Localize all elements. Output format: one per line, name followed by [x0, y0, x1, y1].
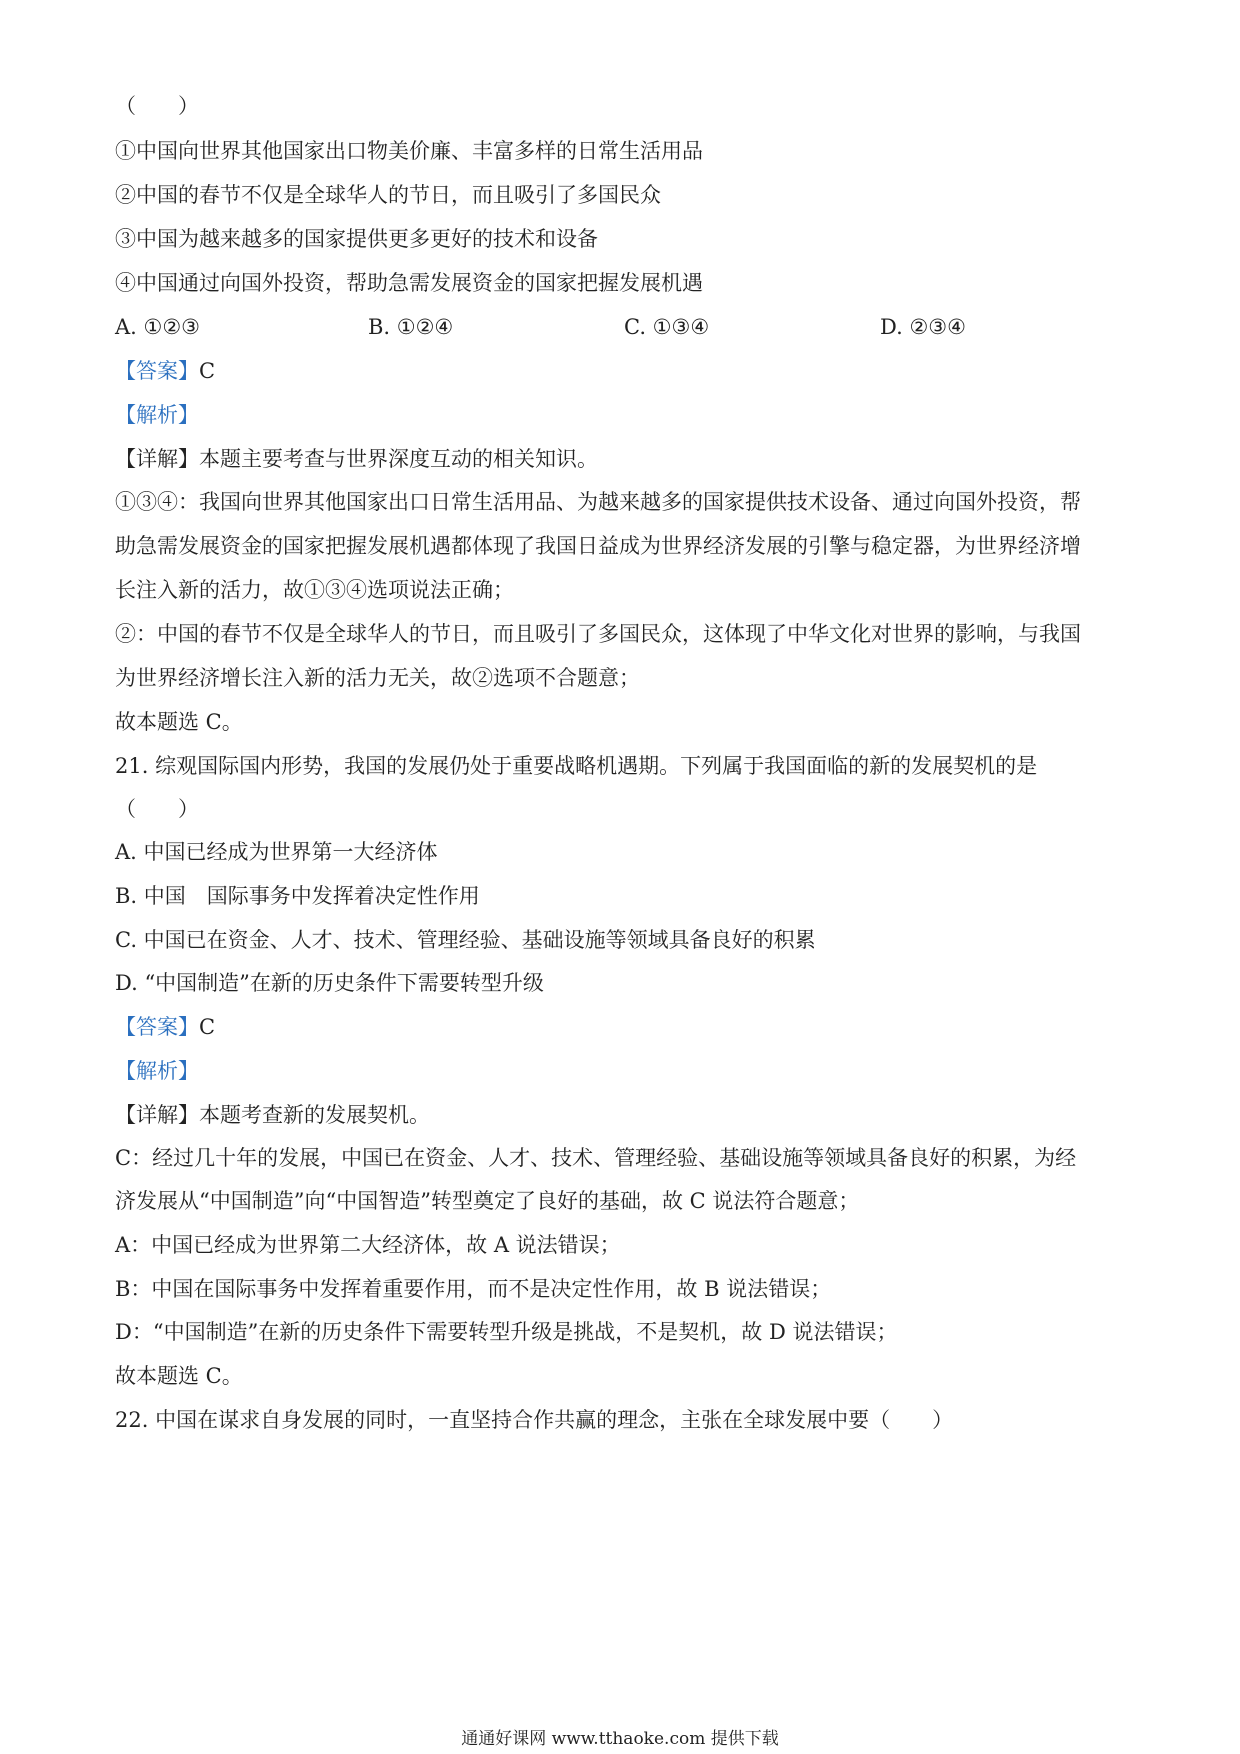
q21-conclusion: 故本题选 C。	[115, 1364, 243, 1388]
q20-option-d: D. ②③④	[880, 315, 966, 339]
q21-bracket: （ ）	[115, 797, 199, 821]
answer-tag: 【答案】	[115, 359, 199, 383]
q20-analysis-line-4: ②：中国的春节不仅是全球华人的节日，而且吸引了多国民众，这体现了中华文化对世界的影响，与我国	[115, 622, 1081, 646]
q21-analysis-tag: 【解析】	[115, 1059, 199, 1083]
q20-item-3: ③中国为越来越多的国家提供更多更好的技术和设备	[115, 227, 598, 251]
q20-option-b: B. ①②④	[368, 315, 454, 339]
q21-answer	[115, 1013, 215, 1041]
q20-conclusion: 故本题选 C。	[115, 710, 243, 734]
q20-item-2: ②中国的春节不仅是全球华人的节日，而且吸引了多国民众	[115, 183, 661, 207]
answer-value: C	[199, 359, 216, 383]
q20-item-1: ①中国向世界其他国家出口物美价廉、丰富多样的日常生活用品	[115, 139, 703, 163]
answer-value: C	[199, 1015, 216, 1039]
q21-option-b: B. 中国 国际事务中发挥着决定性作用	[115, 884, 480, 908]
q22-stem: 22. 中国在谋求自身发展的同时，一直坚持合作共赢的理念，主张在全球发展中要（ ）	[115, 1408, 954, 1432]
q21-analysis-line-4: B：中国在国际事务中发挥着重要作用，而不是决定性作用，故 B 说法错误；	[115, 1277, 832, 1301]
q20-analysis-line-3: 长注入新的活力，故①③④选项说法正确；	[115, 578, 514, 602]
q21-option-c: C. 中国已在资金、人才、技术、管理经验、基础设施等领域具备良好的积累	[115, 928, 816, 952]
answer-tag: 【答案】	[115, 1015, 199, 1039]
q21-detail: 【详解】本题考查新的发展契机。	[115, 1103, 430, 1127]
q20-answer	[115, 357, 215, 385]
q20-bracket: （ ）	[115, 94, 199, 118]
q20-analysis-line-2: 助急需发展资金的国家把握发展机遇都体现了我国日益成为世界经济发展的引擎与稳定器，为世界经济增	[115, 534, 1081, 558]
q21-option-a: A. 中国已经成为世界第一大经济体	[115, 840, 438, 864]
q21-analysis-line-2: 济发展从“中国制造”向“中国智造”转型奠定了良好的基础，故 C 说法符合题意；	[115, 1189, 860, 1213]
q20-analysis-line-1: ①③④：我国向世界其他国家出口日常生活用品、为越来越多的国家提供技术设备、通过向国外投资，帮	[115, 490, 1081, 514]
q20-detail: 【详解】本题主要考查与世界深度互动的相关知识。	[115, 447, 598, 471]
q20-analysis-line-5: 为世界经济增长注入新的活力无关，故②选项不合题意；	[115, 666, 640, 690]
q20-analysis-tag: 【解析】	[115, 403, 199, 427]
q20-option-a: A. ①②③	[115, 315, 200, 339]
q21-analysis-line-3: A：中国已经成为世界第二大经济体，故 A 说法错误；	[115, 1233, 621, 1257]
footer-credit: 通通好课网 www.tthaoke.com 提供下载	[461, 1729, 779, 1749]
q21-option-d: D. “中国制造”在新的历史条件下需要转型升级	[115, 971, 544, 995]
q21-stem: 21. 综观国际国内形势，我国的发展仍处于重要战略机遇期。下列属于我国面临的新的发展契机的是	[115, 754, 1038, 778]
q21-analysis-line-5: D：“中国制造”在新的历史条件下需要转型升级是挑战，不是契机，故 D 说法错误；	[115, 1320, 898, 1344]
q20-option-c: C. ①③④	[624, 315, 710, 339]
q21-analysis-line-1: C：经过几十年的发展，中国已在资金、人才、技术、管理经验、基础设施等领域具备良好的积累，为经	[115, 1146, 1077, 1170]
q20-item-4: ④中国通过向国外投资，帮助急需发展资金的国家把握发展机遇	[115, 271, 703, 295]
